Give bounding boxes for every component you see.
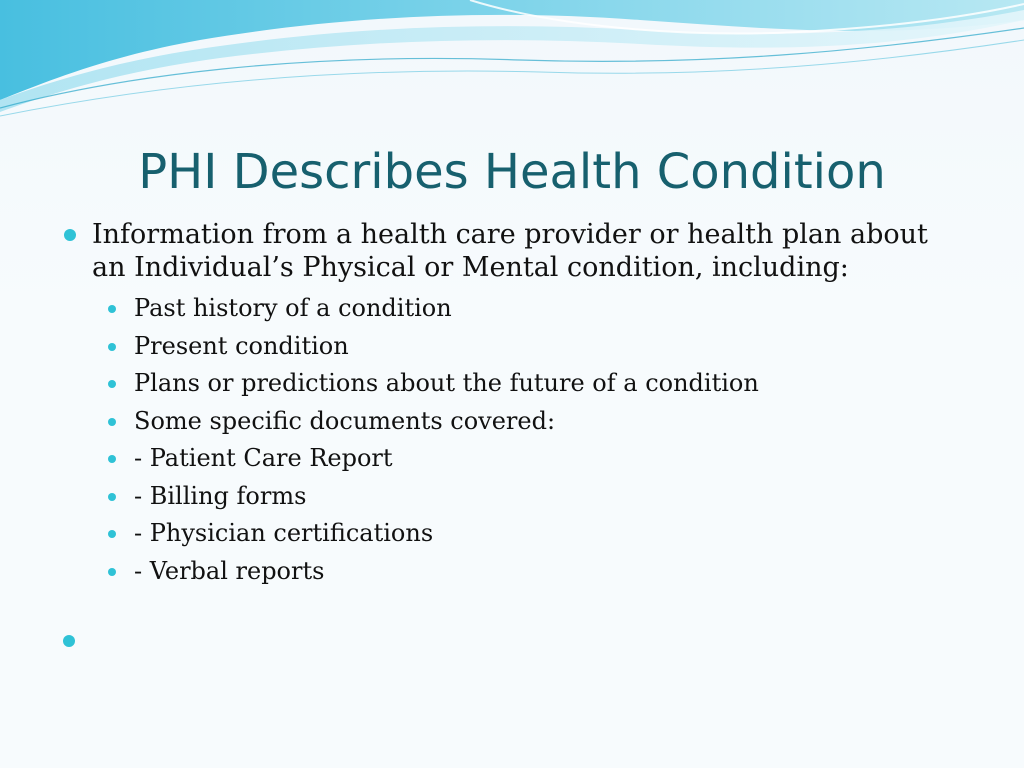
sub-bullet	[60, 403, 940, 441]
sub-bullet	[60, 515, 940, 553]
sub-bullet	[60, 328, 940, 366]
slide-title: PHI Describes Health Condition	[138, 144, 886, 200]
bullet-dot-icon	[108, 343, 116, 351]
sub-bullet-text: Some specific documents covered:	[134, 406, 556, 435]
bullet-dot-icon	[64, 229, 76, 241]
bullet-dot-icon	[108, 418, 116, 426]
sub-bullet-text: - Physician certifications	[134, 519, 434, 547]
slide-body	[60, 218, 940, 590]
bullet-dot-icon	[108, 493, 116, 501]
main-bullet	[60, 218, 940, 284]
bullet-dot-icon	[108, 530, 116, 538]
bullet-dot-icon	[108, 455, 116, 463]
sub-bullet	[60, 365, 940, 403]
wave-decoration	[0, 0, 1024, 130]
sub-bullet-text: Past history of a condition	[134, 294, 452, 322]
sub-bullet-text: - Patient Care Report	[134, 444, 393, 472]
empty-bullet-dot-icon	[63, 635, 75, 647]
main-bullet-text: Information from a health care provider or health plan about an Individual’s Physical or Mental condition, including:	[92, 219, 928, 283]
sub-bullet-text: - Billing forms	[134, 481, 307, 510]
sub-bullet	[60, 290, 940, 328]
sub-bullet-text: - Verbal reports	[134, 556, 325, 585]
sub-bullet-text: Plans or predictions about the future of a condition	[134, 369, 759, 397]
sub-bullet	[60, 553, 940, 591]
sub-bullet	[60, 440, 940, 478]
bullet-dot-icon	[108, 380, 116, 388]
sub-bullet-text: Present condition	[134, 331, 349, 360]
bullet-dot-icon	[108, 568, 116, 576]
bullet-dot-icon	[108, 305, 116, 313]
sub-bullet	[60, 478, 940, 516]
sub-bullet-list	[60, 290, 940, 590]
